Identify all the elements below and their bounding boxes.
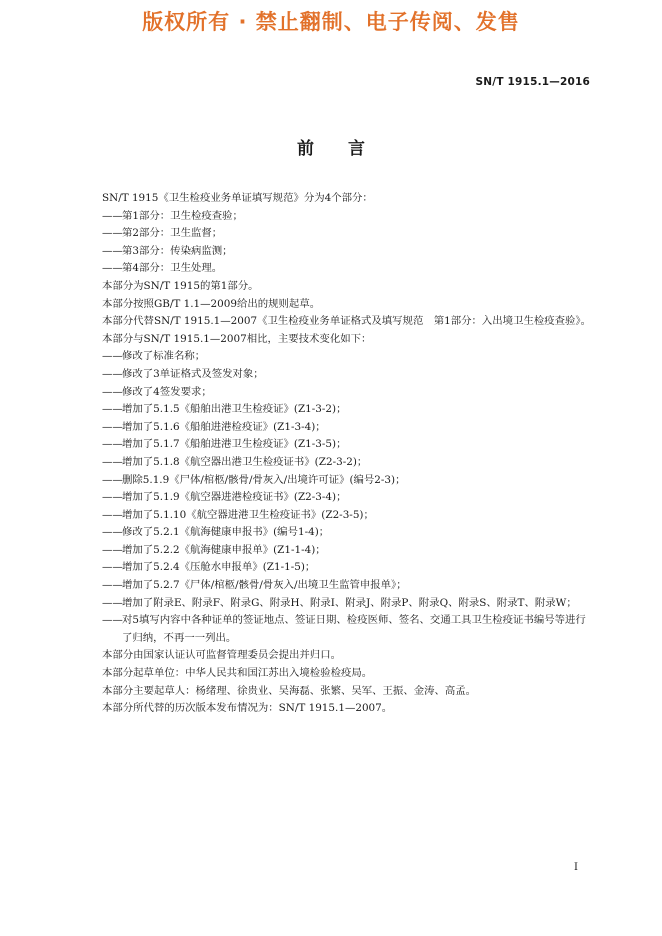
list-item-text: 修改了5.2.1《航海健康申报书》(编号1-4)；	[122, 526, 330, 539]
list-item-text: 对5填写内容中各种证单的签证地点、签证日期、检疫医师、签名、交通工具卫生检疫证书编号等进行了归纳，不再一一列出。	[122, 614, 586, 644]
list-dash: ——	[102, 543, 123, 556]
list-item-text: 增加了5.1.8《航空器出港卫生检疫证书》(Z2-3-2)；	[122, 455, 368, 468]
list-item	[76, 348, 596, 366]
list-dash: ——	[102, 367, 123, 380]
foreword-body	[76, 190, 596, 718]
list-item	[76, 208, 596, 226]
list-item	[76, 524, 596, 542]
list-item	[76, 225, 596, 243]
list-dash: ——	[102, 614, 123, 627]
list-dash: ——	[102, 508, 123, 521]
list-item-text: 删除5.1.9《尸体/棺柩/骸骨/骨灰入/出境许可证》(编号2-3)；	[122, 473, 406, 486]
list-item	[76, 366, 596, 384]
list-item-text: 增加了5.2.2《航海健康申报单》(Z1-1-4)；	[122, 543, 326, 556]
list-item-text: 增加了附录E、附录F、附录G、附录H、附录I、附录J、附录P、附录Q、附录S、附录T、附录W；	[122, 596, 577, 609]
list-item-text: 修改了3单证格式及签发对象；	[122, 367, 264, 380]
list-item	[76, 419, 596, 437]
list-item-text: 增加了5.1.7《船舶进港卫生检疫证》(Z1-3-5)；	[122, 438, 347, 451]
standard-code: SN/T 1915.1—2016	[475, 76, 590, 88]
paragraph: 本部分主要起草人：杨绪理、徐贵业、吴海磊、张繁、吴军、王振、金涛、高孟。	[102, 684, 477, 697]
list-dash: ——	[102, 244, 123, 257]
list-dash: ——	[102, 491, 123, 504]
list-item-text: 第2部分：卫生监督；	[122, 227, 223, 240]
list-item	[76, 243, 596, 261]
list-dash: ——	[102, 526, 123, 539]
list-item	[76, 612, 596, 647]
list-item-text: 第3部分：传染病监测；	[122, 244, 233, 257]
list-item	[76, 384, 596, 402]
list-item	[76, 454, 596, 472]
list-dash: ——	[102, 561, 123, 574]
list-item-text: 增加了5.1.10《航空器进港卫生检疫证书》(Z2-3-5)；	[122, 508, 374, 521]
list-item	[76, 577, 596, 595]
paragraph: 本部分所代替的历次版本发布情况为：SN/T 1915.1—2007。	[102, 702, 393, 715]
page-title: 前言	[297, 139, 399, 159]
list-item-text: 增加了5.2.7《尸体/棺柩/骸骨/骨灰入/出境卫生监管申报单》；	[122, 579, 407, 592]
list-dash: ——	[102, 579, 123, 592]
paragraph: 本部分起草单位：中华人民共和国江苏出入境检验检疫局。	[102, 667, 373, 680]
paragraph: 本部分为SN/T 1915的第1部分。	[102, 279, 259, 292]
list-item	[76, 260, 596, 278]
list-item	[76, 595, 596, 613]
list-dash: ——	[102, 227, 123, 240]
list-item	[76, 401, 596, 419]
list-item-text: 增加了5.1.9《航空器进港检疫证书》(Z2-3-4)；	[122, 491, 347, 504]
list-item	[76, 559, 596, 577]
paragraph: SN/T 1915《卫生检疫业务单证填写规范》分为4个部分：	[102, 192, 373, 204]
list-dash: ——	[102, 438, 123, 451]
list-dash: ——	[102, 262, 123, 275]
paragraph: 本部分与SN/T 1915.1—2007相比，主要技术变化如下：	[102, 332, 372, 345]
list-item	[76, 472, 596, 490]
list-dash: ——	[102, 596, 123, 609]
list-item-text: 第4部分：卫生处理。	[122, 262, 223, 275]
list-item-text: 修改了4签发要求；	[122, 385, 212, 398]
paragraph: 本部分由国家认证认可监督管理委员会提出并归口。	[102, 649, 341, 662]
list-dash: ——	[102, 420, 123, 433]
list-dash: ——	[102, 385, 123, 398]
list-item-text: 增加了5.1.5《船舶出港卫生检疫证》(Z1-3-2)；	[122, 403, 347, 416]
list-dash: ——	[102, 350, 123, 363]
list-item-text: 修改了标准名称；	[122, 350, 206, 363]
list-item	[76, 436, 596, 454]
paragraph: 本部分代替SN/T 1915.1—2007《卫生检疫业务单证格式及填写规范 第1部分：入出境卫生检疫查验》。	[102, 315, 591, 328]
copyright-watermark: 版权所有 · 禁止翻制、电子传阅、发售	[142, 10, 520, 34]
page-number: I	[574, 862, 578, 873]
list-item	[76, 542, 596, 560]
list-dash: ——	[102, 209, 123, 222]
list-item-text: 第1部分：卫生检疫查验；	[122, 209, 243, 222]
paragraph: 本部分按照GB/T 1.1—2009给出的规则起草。	[102, 297, 321, 310]
list-item-text: 增加了5.1.6《船舶进港检疫证》(Z1-3-4)；	[122, 420, 326, 433]
list-dash: ——	[102, 403, 123, 416]
list-item-text: 增加了5.2.4《压舱水申报单》(Z1-1-5)；	[122, 561, 316, 574]
list-dash: ——	[102, 455, 123, 468]
list-item	[76, 489, 596, 507]
list-dash: ——	[102, 473, 123, 486]
list-item	[76, 507, 596, 525]
